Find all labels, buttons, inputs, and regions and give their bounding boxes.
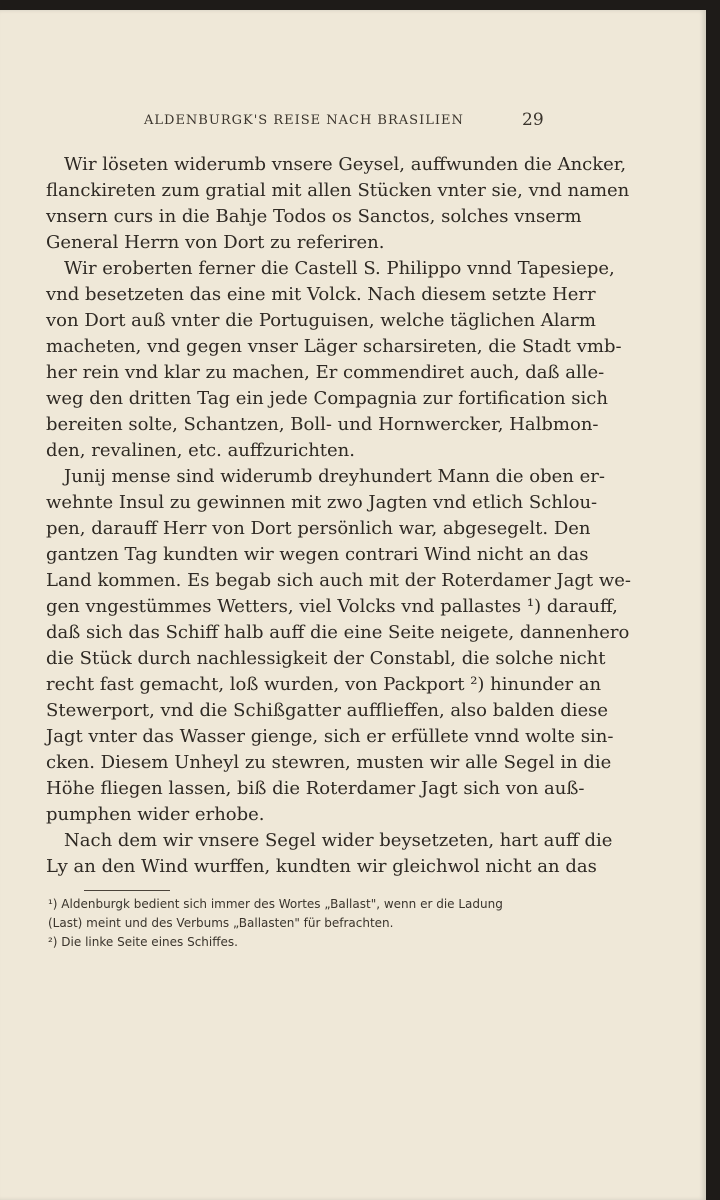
text-line: Junij mense sind widerumb dreyhundert Mann die oben er-: [64, 466, 605, 487]
text-line: pumphen wider erhobe.: [46, 804, 265, 825]
running-head: ALDENBURGK'S REISE NACH BRASILIEN: [144, 113, 464, 128]
text-line: weg den dritten Tag ein jede Compagnia zur fortification sich: [46, 388, 608, 409]
text-line: cken. Diesem Unheyl zu stewren, musten wir alle Segel in die: [46, 752, 612, 773]
text-line: Jagt vnter das Wasser gienge, sich er erfüllete vnnd wolte sin-: [46, 726, 614, 747]
text-line: von Dort auß vnter die Portuguisen, welche täglichen Alarm: [46, 310, 596, 331]
footnote-rule: [84, 890, 170, 891]
text-line: Ly an den Wind wurffen, kundten wir gleichwol nicht an das: [46, 856, 597, 877]
body-text: [46, 152, 631, 880]
text-line: die Stück durch nachlessigkeit der Constabl, die solche nicht: [46, 648, 606, 669]
text-line: her rein vnd klar zu machen, Er commendiret auch, daß alle-: [46, 362, 605, 383]
text-line: den, revalinen, etc. auffzurichten.: [46, 440, 355, 461]
footnote-1: ¹) Aldenburgk bedient sich immer des Wortes „Ballast", wenn er die Ladung: [48, 897, 503, 911]
text-line: bereiten solte, Schantzen, Boll- und Hornwercker, Halbmon-: [46, 414, 599, 435]
text-line: pen, darauff Herr von Dort persönlich war, abgesegelt. Den: [46, 518, 591, 539]
text-line: Land kommen. Es begab sich auch mit der Roterdamer Jagt we-: [46, 570, 631, 591]
text-line: Wir eroberten ferner die Castell S. Philippo vnnd Tapesiepe,: [64, 258, 615, 279]
text-line: wehnte Insul zu gewinnen mit zwo Jagten vnd etlich Schlou-: [46, 492, 598, 513]
top-edge: [0, 0, 720, 10]
text-line: Nach dem wir vnsere Segel wider beysetzeten, hart auff die: [64, 830, 613, 851]
text-line: daß sich das Schiff halb auff die eine Seite neigete, dannenhero: [46, 622, 630, 643]
text-line: vnd besetzeten das eine mit Volck. Nach diesem setzte Herr: [46, 284, 596, 305]
text-line: vnsern curs in die Bahje Todos os Sanctos, solches vnserm: [46, 206, 582, 227]
text-line: gantzen Tag kundten wir wegen contrari Wind nicht an das: [46, 544, 589, 565]
text-line: flanckireten zum gratial mit allen Stücken vnter sie, vnd namen: [46, 180, 630, 201]
text-line: Stewerport, vnd die Schißgatter aufflieffen, also balden diese: [46, 700, 609, 721]
book-edge: [706, 0, 720, 1200]
book-page: [0, 10, 706, 1200]
text-line: Höhe fliegen lassen, biß die Roterdamer Jagt sich von auß-: [46, 778, 585, 799]
footnotes: [48, 895, 548, 952]
text-line: macheten, vnd gegen vnser Läger scharsireten, die Stadt vmb-: [46, 336, 622, 357]
page-number: 29: [522, 110, 544, 130]
footnote-1-continued: (Last) meint und des Verbums „Ballasten" für befrachten.: [48, 916, 394, 930]
text-line: recht fast gemacht, loß wurden, von Packport ²) hinunder an: [46, 674, 602, 695]
text-line: General Herrn von Dort zu referiren.: [46, 232, 385, 253]
text-line: Wir löseten widerumb vnsere Geysel, auffwunden die Ancker,: [64, 154, 627, 175]
footnote-2: ²) Die linke Seite eines Schiffes.: [48, 935, 238, 949]
text-line: gen vngestümmes Wetters, viel Volcks vnd pallastes ¹) darauff,: [46, 596, 618, 617]
